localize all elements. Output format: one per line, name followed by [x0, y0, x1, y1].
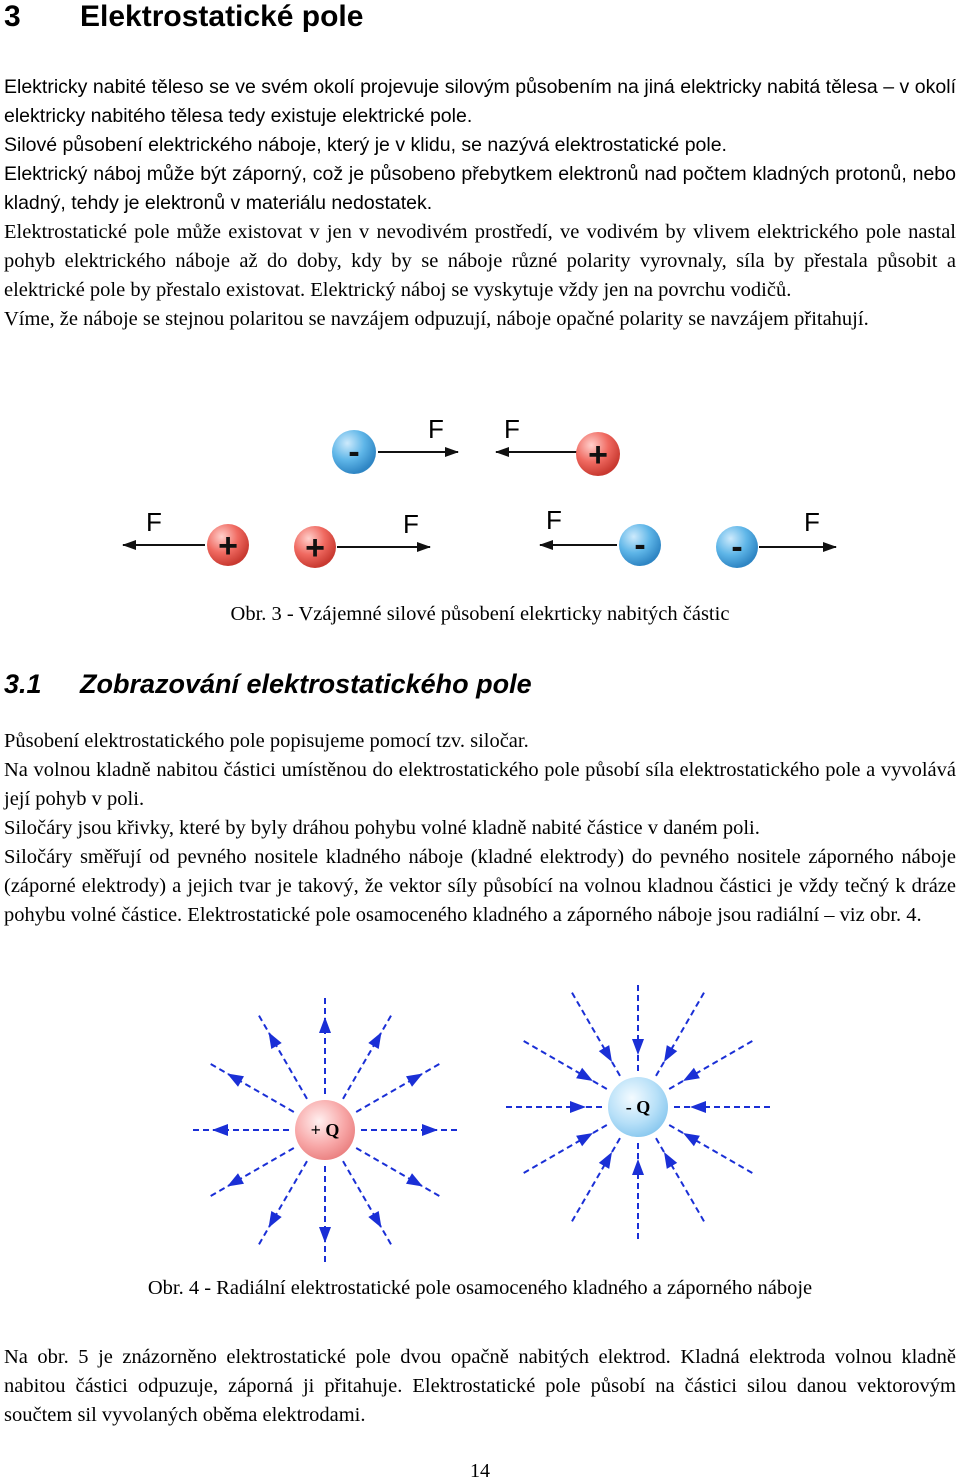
chapter-number: 3 [4, 0, 21, 33]
field-arrow [632, 1039, 644, 1055]
section-title: Zobrazování elektrostatického pole [80, 669, 532, 699]
force-label: F [403, 509, 419, 539]
field-line [343, 1013, 393, 1099]
field-arrow [664, 1045, 677, 1062]
field-arrow [406, 1074, 423, 1087]
force-label: F [428, 414, 444, 444]
field-line [258, 1013, 308, 1099]
field-line [571, 990, 621, 1076]
field-arrow [664, 1152, 677, 1169]
field-arrow [212, 1124, 228, 1136]
paragraph: Siločáry jsou křivky, které by byly dráhou pohybu volné kladně nabité částice v daném poli. [4, 817, 760, 839]
field-line [258, 1161, 308, 1247]
field-arrow [368, 1032, 381, 1049]
paragraph: Elektrický náboj může být záporný, což je působeno přebytkem elektronů nad počtem kladných protonů, nebo kladný, tehdy je elektronů v materiálu nedostatek. [4, 163, 956, 214]
field-line [656, 1138, 706, 1224]
paragraph: Siločáry směřují od pevného nositele kladného náboje (kladné elektrody) do pevného nositele záporného náboje (záporné elektrody) a jejich tvar je takový, že vektor síly působící na volnou kladnou částici je vždy tečný k dráze pohybu volné částice. Elektrostatické pole osamoceného kladného a záporného náboje jsou radiální – viz obr. 4. [4, 846, 956, 926]
chapter-heading [4, 0, 363, 34]
field-arrow [422, 1124, 438, 1136]
field-arrow [599, 1045, 612, 1062]
field-arrow [319, 1227, 331, 1243]
section-31-text [4, 727, 956, 930]
minus-sign: - [348, 433, 360, 471]
field-arrow [368, 1211, 381, 1228]
paragraph: Na volnou kladně nabitou částici umístěnou do elektrostatického pole působí síla elektrostatického pole a vyvolává její pohyb v poli. [4, 759, 956, 810]
paragraph: Na obr. 5 je znázorněno elektrostatické pole dvou opačně nabitých elektrod. Kladná elektroda volnou kladně nabitou částici odpuzuje, záporná ji přitahuje. Elektrostatické pole působí na částici silou danou vektorovým součtem sil vyvolaných oběma elektrodami. [4, 1346, 956, 1426]
field-line [208, 1148, 294, 1198]
field-line [356, 1148, 442, 1198]
field-line [521, 1125, 607, 1175]
field-line [669, 1040, 755, 1090]
negative-charge-label: - Q [625, 1097, 651, 1117]
plus-sign: + [218, 527, 238, 565]
field-arrow [570, 1101, 586, 1113]
figure-3-charge-forces [0, 405, 960, 605]
field-arrow [632, 1159, 644, 1175]
field-arrow [690, 1101, 706, 1113]
field-line [571, 1138, 621, 1224]
figure-4-radial-fields [0, 985, 960, 1275]
field-arrow [227, 1173, 244, 1186]
paragraph: Víme, že náboje se stejnou polaritou se navzájem odpuzují, náboje opačné polarity se navzájem přitahují. [4, 308, 869, 330]
field-arrow [576, 1133, 593, 1146]
section-number: 3.1 [4, 669, 42, 699]
positive-charge-label: + Q [310, 1120, 340, 1140]
field-arrow [406, 1173, 423, 1186]
field-arrow [683, 1068, 700, 1081]
paragraph: Působení elektrostatického pole popisujeme pomocí tzv. siločar. [4, 730, 529, 752]
figure-4-caption: Obr. 4 - Radiální elektrostatické pole osamoceného kladného a záporného náboje [147, 1277, 813, 1299]
paragraph: Silové působení elektrického náboje, který je v klidu, se nazývá elektrostatické pole. [4, 134, 727, 156]
force-label: F [504, 414, 520, 444]
section-heading [4, 669, 532, 700]
field-arrow [599, 1152, 612, 1169]
intro-text [4, 73, 956, 334]
field-arrow [269, 1211, 282, 1228]
field-line [356, 1063, 442, 1113]
field-arrow [576, 1068, 593, 1081]
minus-sign: - [731, 528, 743, 566]
force-label: F [804, 507, 820, 537]
paragraph: Elektrostatické pole může existovat v jen v nevodivém prostředí, ve vodivém by vlivem elektrického pole nastal pohyb elektrického náboje až do doby, kdy by se náboje různé polarity vyrovnaly, síla by přestala působit a elektrické pole by přestalo existovat. Elektrický náboj se vyskytuje vždy jen na povrchu vodičů. [4, 221, 956, 301]
field-line [208, 1063, 294, 1113]
force-label: F [146, 507, 162, 537]
field-arrow [319, 1017, 331, 1033]
field-line [669, 1125, 755, 1175]
figure-3-caption: Obr. 3 - Vzájemné silové působení elekrticky nabitých částic [230, 603, 730, 625]
plus-sign: + [305, 529, 325, 567]
field-arrow [683, 1133, 700, 1146]
field-line [343, 1161, 393, 1247]
chapter-title: Elektrostatické pole [80, 0, 364, 33]
paragraph: Elektricky nabité těleso se ve svém okolí projevuje silovým působením na jiná elektricky nabitá tělesa – v okolí elektricky nabitého tělesa tedy existuje elektrické pole. [4, 76, 956, 127]
minus-sign: - [634, 526, 646, 564]
force-label: F [546, 505, 562, 535]
plus-sign: + [588, 436, 608, 474]
field-line [521, 1040, 607, 1090]
closing-text [4, 1343, 956, 1430]
field-arrow [269, 1032, 282, 1049]
page-number: 14 [470, 1460, 490, 1482]
field-arrow [227, 1074, 244, 1087]
field-line [656, 990, 706, 1076]
